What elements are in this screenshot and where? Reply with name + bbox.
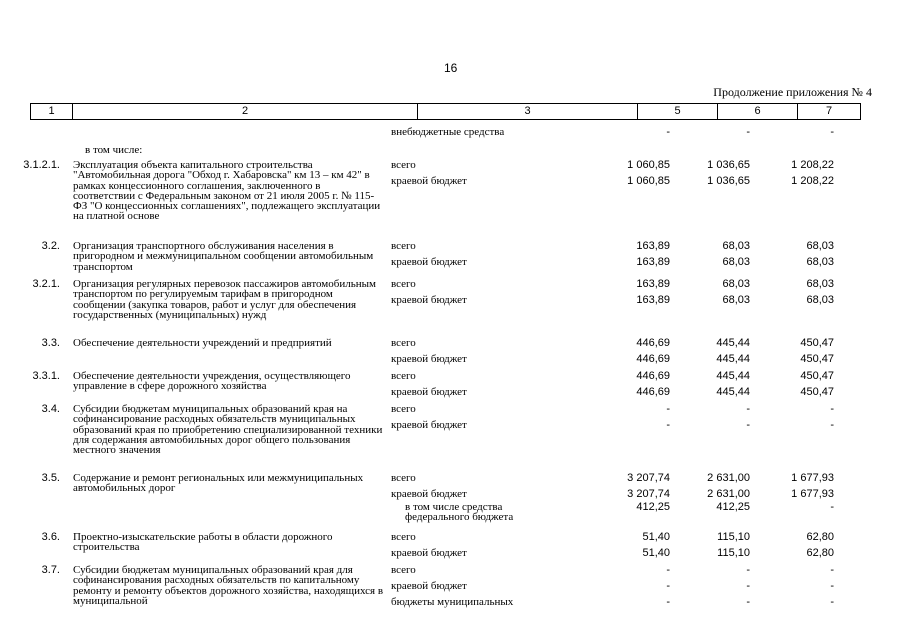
value-col-5: - [666,596,670,608]
value-col-7: - [830,596,834,608]
row-name: Обеспечение деятельности учреждения, осуществляющего управление в сфере дорожного хозяйства [73,370,351,393]
source-label: краевой бюджет [391,419,467,431]
header-col-1: 1 [31,104,73,119]
value-col-6: 68,03 [722,240,750,252]
value-col-6: 445,44 [716,353,750,365]
source-label: краевой бюджет [391,294,467,306]
value-col-5: 163,89 [636,278,670,290]
row-name: Субсидии бюджетам муниципальных образований края для софинансирования расходных обязательств по капитальному ремонту и ремонту объектов дорожного хозяйства, находящихся в муниципальной [73,564,384,607]
value-col-7: 450,47 [800,386,834,398]
table-header [30,103,861,120]
value-col-6: - [746,419,750,431]
value-col-5: 51,40 [642,531,670,543]
value-col-7: - [830,501,834,513]
source-label: краевой бюджет [391,386,467,398]
value-col-7: 450,47 [800,353,834,365]
value-col-7: 1 208,22 [791,175,834,187]
value-col-6: 445,44 [716,337,750,349]
value-col-5: 446,69 [636,353,670,365]
value-col-7: - [830,564,834,576]
value-col-6: 1 036,65 [707,159,750,171]
value-col-6: - [746,596,750,608]
row-name: Организация транспортного обслуживания населения в пригородном и межмуниципальном сообщении автомобильным транспортом [73,240,374,273]
source-label: краевой бюджет [391,256,467,268]
continuation-caption: Продолжение приложения № 4 [713,85,872,99]
source-label: всего [391,403,416,415]
row-name: Организация регулярных перевозок пассажиров автомобильным транспортом по регулируемым тарифам в пригородном сообщении (закупка товаров, работ и услуг для обеспечения государственных (муниципальных) нужд [73,278,376,321]
value-col-5: 163,89 [636,294,670,306]
source-label: бюджеты муниципальных [391,596,514,608]
value-col-5: 163,89 [636,240,670,252]
row-number: 3.6. [41,531,60,543]
value-col-5: - [666,126,670,138]
row-number: 3.2. [41,240,60,252]
value-col-6: 2 631,00 [707,488,750,500]
value-col-6: 445,44 [716,386,750,398]
value-col-7: - [830,403,834,415]
value-col-7: 68,03 [806,278,834,290]
source-label: всего [391,337,416,349]
source-label: всего [391,159,416,171]
value-col-6: 2 631,00 [707,472,750,484]
value-col-5: - [666,403,670,415]
value-col-6: - [746,564,750,576]
source-label: всего [391,370,416,382]
source-label: всего [391,564,416,576]
source-label: краевой бюджет [391,547,467,559]
header-col-5: 5 [638,104,718,119]
row-number: 3.7. [41,564,60,576]
value-col-5: - [666,580,670,592]
page-number: 16 [444,61,458,75]
row-name: Проектно-изыскательские работы в области дорожного строительства [73,531,333,554]
value-col-5: 3 207,74 [627,488,670,500]
row-number: 3.2.1. [32,278,60,290]
value-col-5: 446,69 [636,337,670,349]
value-col-5: 163,89 [636,256,670,268]
value-col-7: - [830,580,834,592]
source-label: краевой бюджет [391,353,467,365]
value-col-5: 446,69 [636,386,670,398]
header-col-6: 6 [718,104,798,119]
row-number: 3.3.1. [32,370,60,382]
value-col-7: - [830,419,834,431]
value-col-7: - [830,126,834,138]
value-col-7: 1 208,22 [791,159,834,171]
source-label: всего [391,278,416,290]
source-label: внебюджетные средства [391,126,505,138]
value-col-6: 115,10 [717,547,750,559]
value-col-7: 62,80 [806,547,834,559]
value-col-5: 1 060,85 [627,175,670,187]
header-col-7: 7 [825,105,833,117]
value-col-6: - [746,580,750,592]
source-label: всего [391,240,416,252]
row-name: Содержание и ремонт региональных или межмуниципальных автомобильных дорог [73,472,364,495]
value-col-5: 51,40 [642,547,670,559]
value-col-6: - [746,126,750,138]
source-label: всего [391,531,416,543]
value-col-7: 68,03 [806,256,834,268]
value-col-6: 1 036,65 [707,175,750,187]
value-col-5: - [666,419,670,431]
row-number: 3.3. [41,337,60,349]
source-label: всего [391,472,416,484]
value-col-7: 62,80 [806,531,834,543]
value-col-6: 412,25 [716,501,750,513]
row-name: Обеспечение деятельности учреждений и предприятий [73,337,332,349]
value-col-7: 68,03 [806,294,834,306]
row-name: Субсидии бюджетам муниципальных образований края на софинансирование расходных обязательств муниципальных образований края по приобретению специализированной техники для содержания автомобильных дорог общего пользования местного значения [73,403,383,457]
value-col-5: 1 060,85 [627,159,670,171]
source-label: краевой бюджет [391,580,467,592]
value-col-6: - [746,403,750,415]
row-number: 3.1.2.1. [23,159,60,171]
value-col-5: 412,25 [636,501,670,513]
value-col-7: 68,03 [806,240,834,252]
value-col-5: - [666,564,670,576]
header-col-2: 2 [73,104,418,119]
value-col-6: 68,03 [722,278,750,290]
value-col-6: 68,03 [722,294,750,306]
value-col-7: 450,47 [800,370,834,382]
source-label: в том числе средства федерального бюджета [405,501,514,523]
row-name: Эксплуатация объекта капитального строительства "Автомобильная дорога "Обход г. Хабаровска" км 13 – км 42" в рамках концессионного соглашения, заключенного в соответствии с Федеральным законом от 21 июля 2005 г. № 115-ФЗ "О концессионных соглашениях", подлежащего эксплуатации на платной основе [73,159,381,223]
in-that-number-label: в том числе: [85,144,143,156]
value-col-6: 68,03 [722,256,750,268]
row-number: 3.4. [41,403,60,415]
value-col-5: 3 207,74 [627,472,670,484]
value-col-6: 445,44 [716,370,750,382]
value-col-6: 115,10 [717,531,750,543]
value-col-7: 1 677,93 [791,488,834,500]
value-col-7: 1 677,93 [791,472,834,484]
header-col-3: 3 [418,104,638,119]
value-col-7: 450,47 [800,337,834,349]
row-number: 3.5. [41,472,60,484]
source-label: краевой бюджет [391,175,467,187]
value-col-5: 446,69 [636,370,670,382]
source-label: краевой бюджет [391,488,467,500]
